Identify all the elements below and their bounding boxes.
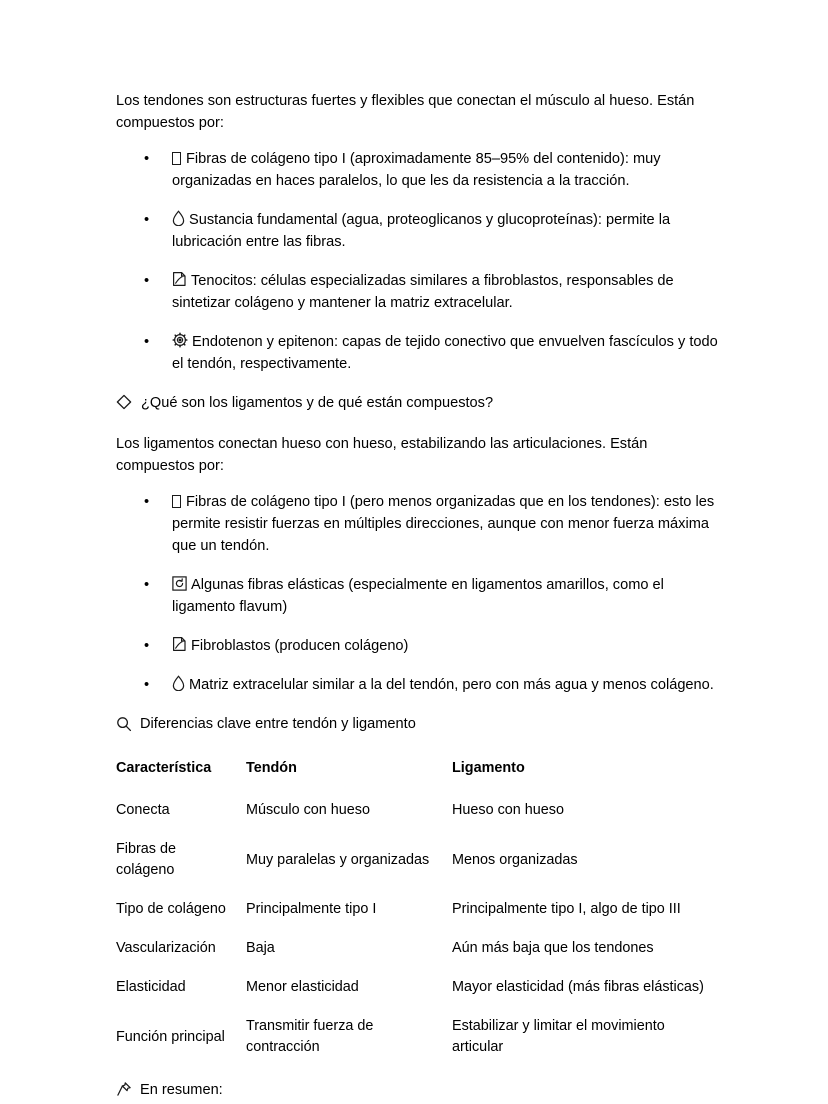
list-item-text: Endotenon y epitenon: capas de tejido conectivo que envuelven fascículos y todo el tendón, respectivamente. — [172, 334, 718, 372]
list-item-text: Fibroblastos (producen colágeno) — [191, 638, 409, 654]
magnifier-icon — [116, 716, 132, 739]
cell-ligament: Mayor elasticidad (más fibras elásticas) — [452, 979, 704, 995]
list-item-text: Sustancia fundamental (agua, proteoglicanos y glucoproteínas): permite la lubricación entre las fibras. — [172, 212, 671, 250]
heading-ligaments — [116, 392, 720, 417]
list-item — [116, 635, 720, 657]
column-header-tendon: Tendón — [246, 760, 297, 776]
boxed-refresh-icon — [172, 576, 187, 591]
ligament-composition-list — [116, 491, 720, 696]
comparison-table — [116, 749, 720, 1067]
cell-ligament: Menos organizadas — [452, 851, 578, 868]
table-row — [116, 1007, 720, 1067]
cell-tendon: Transmitir fuerza de contracción — [246, 1018, 374, 1055]
list-item-text: Matriz extracelular similar a la del tendón, pero con más agua y menos colágeno. — [189, 677, 714, 693]
list-item — [116, 209, 720, 253]
gear-icon — [172, 332, 188, 348]
intro-paragraph-ligaments: Los ligamentos conectan hueso con hueso, estabilizando las articulaciones. Están compuestos por: — [116, 436, 648, 474]
summary-line — [116, 1079, 720, 1104]
tofu-missing-glyph — [172, 495, 181, 508]
bullet-marker: • — [144, 494, 150, 510]
tendon-composition-list — [116, 148, 720, 375]
table-row — [116, 929, 720, 968]
tofu-missing-glyph — [172, 152, 181, 165]
list-item — [116, 674, 720, 696]
bullet-marker: • — [144, 212, 150, 228]
list-item — [116, 148, 720, 192]
cell-feature: Vascularización — [116, 940, 216, 956]
table-header-row — [116, 749, 720, 791]
bullet-marker: • — [144, 577, 150, 593]
pushpin-icon — [116, 1081, 132, 1104]
table-row — [116, 968, 720, 1007]
table-row — [116, 791, 720, 830]
list-item — [116, 491, 720, 557]
bullet-marker: • — [144, 151, 150, 167]
droplet-icon — [172, 675, 185, 691]
column-header-ligamento: Ligamento — [452, 760, 525, 776]
diamond-icon — [116, 394, 132, 417]
list-item — [116, 574, 720, 618]
list-item-text: Fibras de colágeno tipo I (pero menos organizadas que en los tendones): esto les permite resistir fuerzas en múltiples direcciones, aunque con menor fuerza máxima que un tendón. — [172, 494, 715, 554]
bullet-marker: • — [144, 677, 150, 693]
list-item-text: Tenocitos: células especializadas similares a fibroblastos, responsables de sintetizar colágeno y mantener la matriz extracelular. — [172, 273, 674, 311]
list-item-text: Fibras de colágeno tipo I (aproximadamente 85–95% del contenido): muy organizadas en haces paralelos, lo que les da resistencia a la tracción. — [172, 151, 661, 189]
table-row — [116, 890, 720, 929]
summary-label: En resumen: — [140, 1082, 223, 1098]
page-curl-icon — [172, 636, 187, 652]
intro-paragraph-tendons: Los tendones son estructuras fuertes y flexibles que conectan el músculo al hueso. Están compuestos por: — [116, 93, 695, 131]
cell-tendon: Principalmente tipo I — [246, 901, 377, 917]
cell-ligament: Aún más baja que los tendones — [452, 940, 654, 956]
heading-differences-text: Diferencias clave entre tendón y ligamento — [140, 716, 416, 732]
table-row — [116, 830, 720, 890]
heading-differences — [116, 713, 720, 739]
page-curl-icon — [172, 271, 187, 287]
cell-tendon: Baja — [246, 940, 275, 956]
cell-feature: Conecta — [116, 802, 170, 818]
column-header-caracteristica: Característica — [116, 760, 212, 776]
cell-ligament: Principalmente tipo I, algo de tipo III — [452, 901, 681, 917]
droplet-icon — [172, 210, 185, 226]
cell-feature: Fibras de colágeno — [116, 841, 176, 878]
list-item-text: Algunas fibras elásticas (especialmente en ligamentos amarillos, como el ligamento flavum) — [172, 577, 664, 615]
cell-tendon: Muy paralelas y organizadas — [246, 851, 430, 868]
bullet-marker: • — [144, 273, 150, 289]
cell-tendon: Menor elasticidad — [246, 979, 359, 995]
cell-ligament: Estabilizar y limitar el movimiento articular — [452, 1018, 665, 1055]
bullet-marker: • — [144, 638, 150, 654]
cell-tendon: Músculo con hueso — [246, 802, 370, 818]
cell-feature: Función principal — [116, 1028, 225, 1045]
cell-ligament: Hueso con hueso — [452, 802, 565, 818]
cell-feature: Elasticidad — [116, 979, 186, 995]
bullet-marker: • — [144, 334, 150, 350]
list-item — [116, 270, 720, 314]
list-item — [116, 331, 720, 375]
heading-ligaments-text: ¿Qué son los ligamentos y de qué están compuestos? — [141, 395, 494, 411]
cell-feature: Tipo de colágeno — [116, 901, 226, 917]
